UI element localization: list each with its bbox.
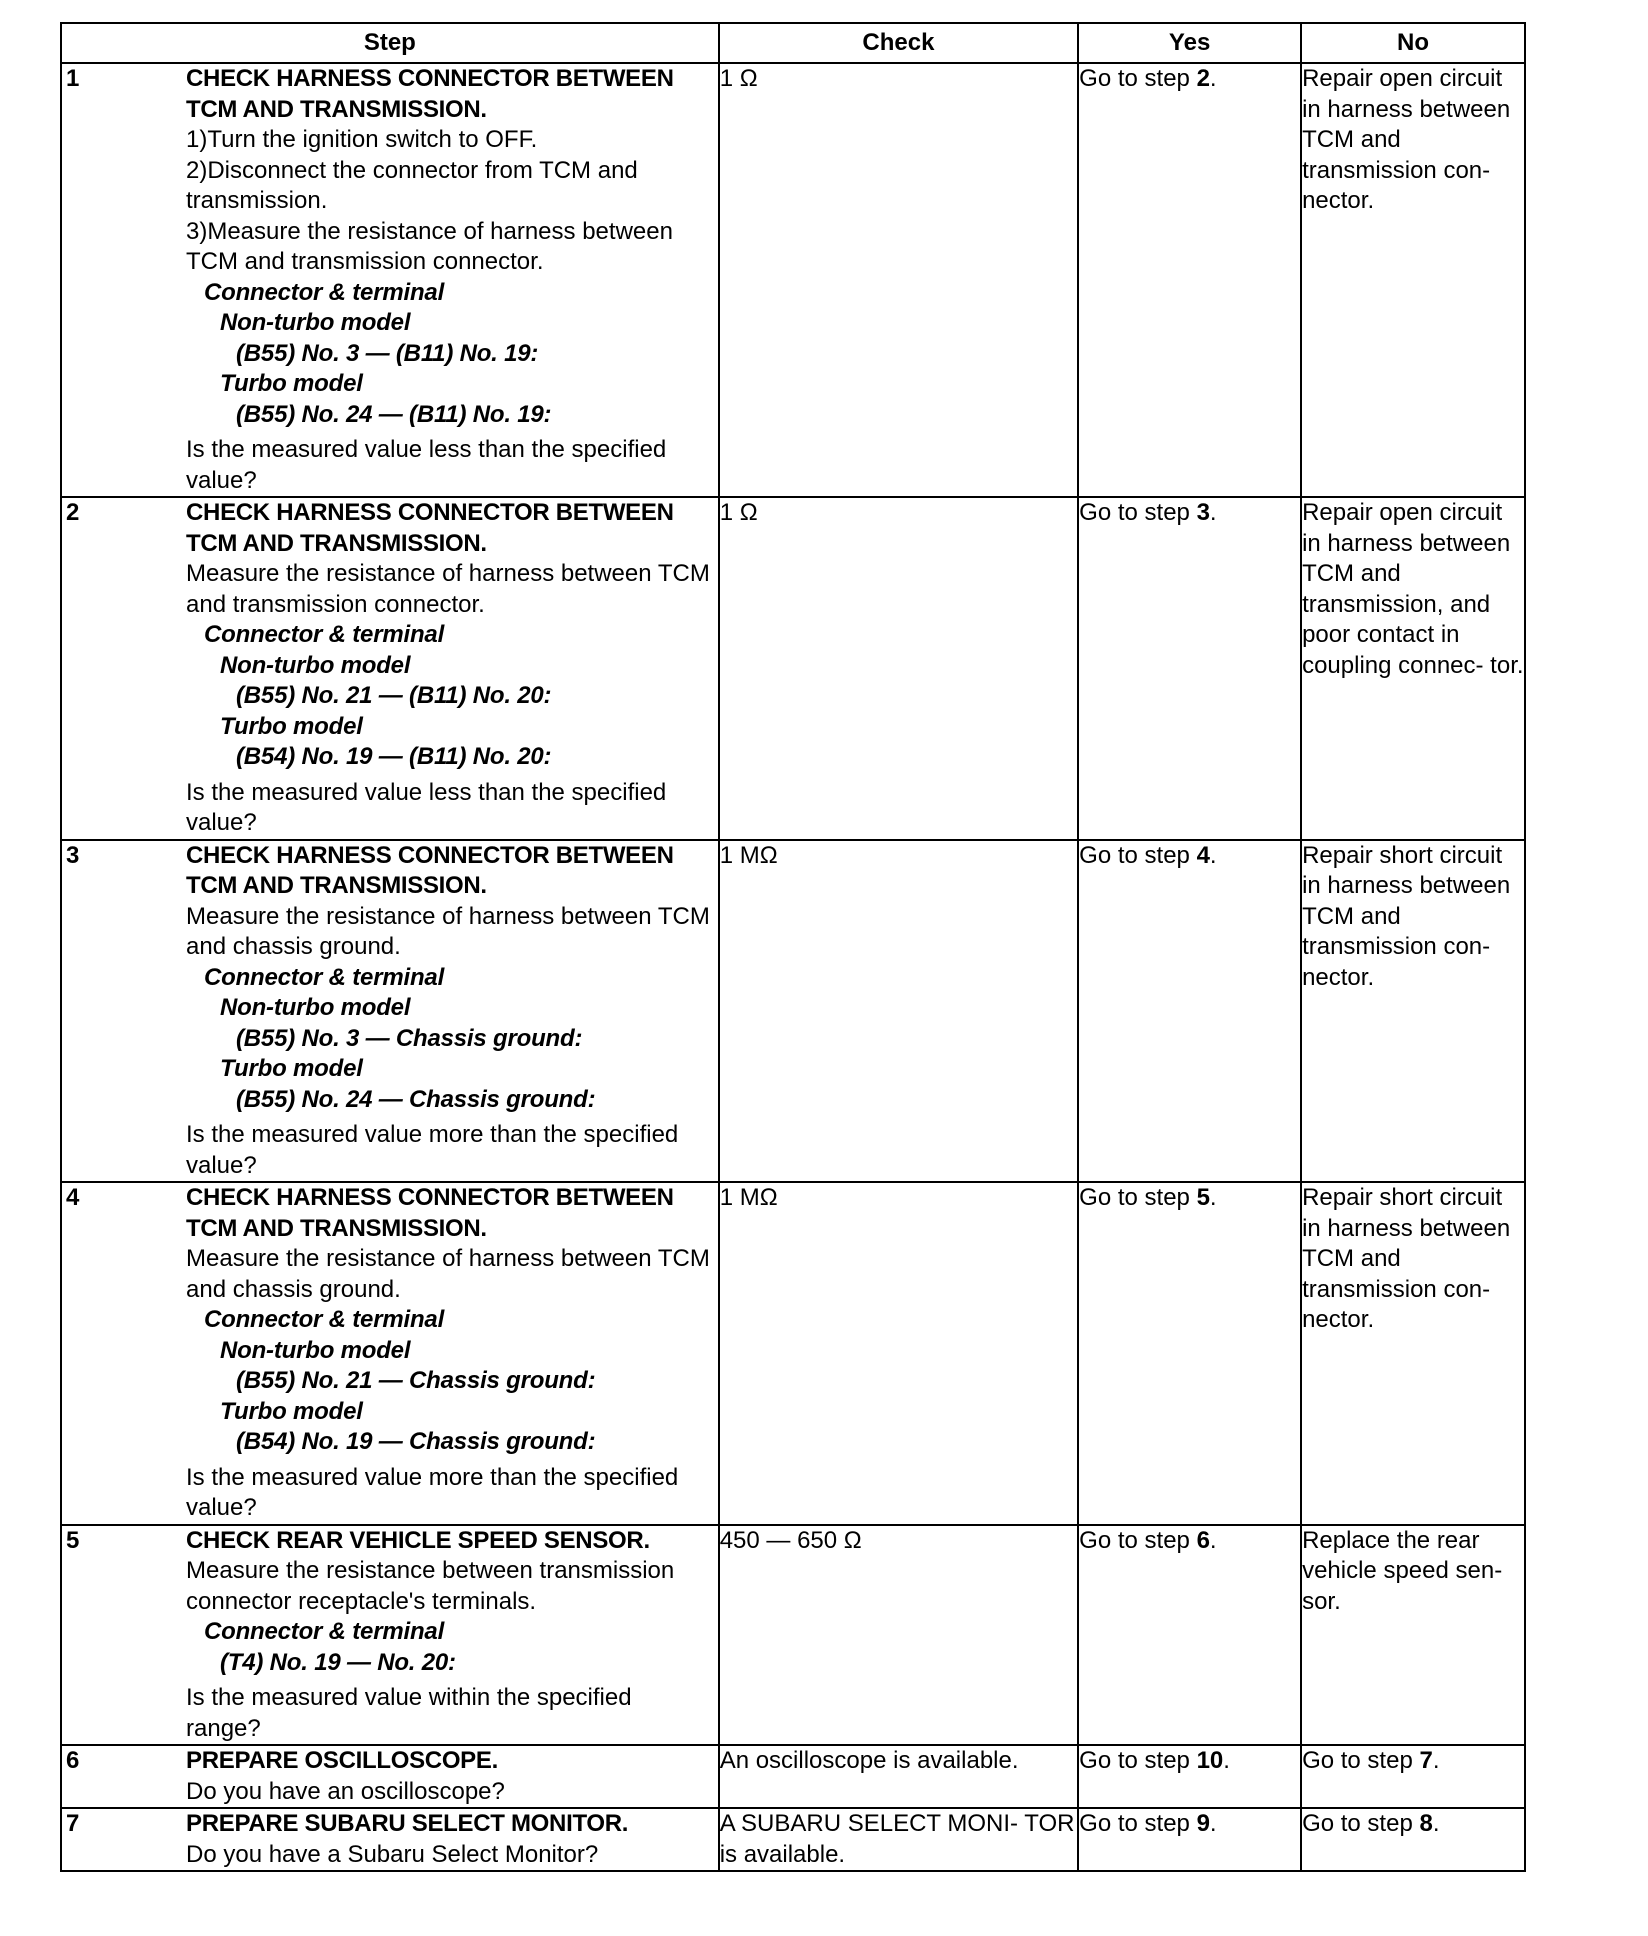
yes-suffix: . [1209, 1526, 1217, 1554]
no-text: Go to step [1302, 1810, 1420, 1837]
step-cell [61, 1808, 719, 1871]
connector-spec: Non-turbo model [220, 309, 411, 336]
step-cell [61, 840, 719, 1183]
step-body [186, 64, 718, 496]
header-no: No [1301, 23, 1525, 63]
connector-spec: Connector & terminal [204, 621, 445, 648]
step-number: 2 [66, 499, 80, 526]
yes-cell [1078, 1808, 1301, 1871]
table-row [61, 1745, 1525, 1808]
connector-spec: Turbo model [220, 370, 363, 397]
connector-spec: (B55) No. 3 — Chassis ground: [236, 1024, 583, 1052]
step-question: Is the measured value more than the specified value? [186, 1463, 679, 1521]
yes-step-number: 2 [1196, 65, 1210, 92]
step-instruction: Measure the resistance of harness between TCM and chassis ground. [186, 1245, 710, 1303]
no-cell: Repair open circuit in harness between TCM and transmission con- nector. [1301, 63, 1525, 497]
no-cell: Repair short circuit in harness between TCM and transmission con- nector. [1301, 840, 1525, 1183]
step-cell [61, 497, 719, 840]
step-question: Is the measured value more than the specified value? [186, 1121, 679, 1179]
yes-text: Go to step [1079, 499, 1197, 526]
yes-step-number: 10 [1196, 1747, 1224, 1774]
header-check: Check [719, 23, 1078, 63]
connector-spec: Turbo model [220, 712, 363, 740]
step-body [186, 498, 718, 839]
step-cell [61, 1745, 719, 1808]
yes-suffix: . [1209, 1184, 1217, 1211]
step-number: 1 [66, 65, 80, 92]
step-title: CHECK HARNESS CONNECTOR BETWEEN TCM AND TRANSMISSION. [186, 1184, 674, 1242]
yes-cell [1078, 1745, 1301, 1808]
table-row [61, 1525, 1525, 1746]
step-body [186, 1809, 718, 1870]
step-question: Is the measured value less than the specified value? [186, 778, 667, 836]
no-cell: Replace the rear vehicle speed sen- sor. [1301, 1525, 1525, 1746]
yes-suffix: . [1223, 1747, 1230, 1774]
step-title: CHECK HARNESS CONNECTOR BETWEEN TCM AND TRANSMISSION. [186, 499, 674, 557]
step-number: 7 [66, 1810, 80, 1837]
no-cell: Repair open circuit in harness between TCM and transmission, and poor contact in coupling connec- tor. [1301, 497, 1525, 840]
step-body [186, 841, 718, 1182]
step-title: PREPARE SUBARU SELECT MONITOR. [186, 1810, 629, 1837]
yes-suffix: . [1209, 499, 1217, 526]
step-number: 4 [66, 1184, 80, 1211]
step-question: Is the measured value within the specified range? [186, 1684, 632, 1742]
connector-spec: Turbo model [220, 1397, 363, 1425]
step-instruction: Measure the resistance of harness between TCM and chassis ground. [186, 902, 710, 960]
table-row [61, 1808, 1525, 1871]
step-instruction: Measure the resistance of harness between TCM and transmission connector. [186, 560, 710, 618]
check-cell: 1 MΩ [719, 1182, 1078, 1525]
connector-spec: (B54) No. 19 — (B11) No. 20: [236, 743, 552, 770]
table-row [61, 63, 1525, 497]
step-title: CHECK REAR VEHICLE SPEED SENSOR. [186, 1526, 650, 1554]
step-instruction: 1)Turn the ignition switch to OFF. [186, 126, 538, 153]
check-cell: A SUBARU SELECT MONI- TOR is available. [719, 1808, 1078, 1871]
yes-step-number: 9 [1196, 1810, 1210, 1837]
connector-spec: (B54) No. 19 — Chassis ground: [236, 1428, 596, 1455]
connector-spec: Connector & terminal [204, 278, 445, 306]
step-title: CHECK HARNESS CONNECTOR BETWEEN TCM AND TRANSMISSION. [186, 65, 674, 123]
step-body [186, 1526, 718, 1745]
no-step-number: 7 [1419, 1747, 1433, 1774]
table-row [61, 1182, 1525, 1525]
yes-cell [1078, 840, 1301, 1183]
step-body [186, 1183, 718, 1524]
yes-step-number: 3 [1196, 499, 1210, 526]
connector-spec: (B55) No. 24 — Chassis ground: [236, 1085, 596, 1113]
yes-suffix: . [1209, 65, 1217, 92]
check-cell: 1 MΩ [719, 840, 1078, 1183]
yes-step-number: 5 [1196, 1184, 1210, 1211]
step-cell [61, 1182, 719, 1525]
yes-suffix: . [1209, 841, 1217, 869]
yes-text: Go to step [1079, 1184, 1197, 1211]
connector-spec: (B55) No. 21 — Chassis ground: [236, 1367, 596, 1394]
step-title: CHECK HARNESS CONNECTOR BETWEEN TCM AND TRANSMISSION. [186, 841, 674, 899]
yes-text: Go to step [1079, 1526, 1197, 1554]
yes-suffix: . [1209, 1810, 1217, 1837]
no-text: Go to step [1302, 1747, 1420, 1774]
yes-step-number: 6 [1196, 1526, 1210, 1554]
no-suffix: . [1432, 1810, 1440, 1837]
step-question: Is the measured value less than the specified value? [186, 436, 667, 494]
connector-spec: Non-turbo model [220, 651, 411, 679]
no-suffix: . [1432, 1747, 1440, 1774]
header-yes: Yes [1078, 23, 1301, 63]
table-row [61, 840, 1525, 1183]
yes-text: Go to step [1079, 65, 1197, 92]
connector-spec: (T4) No. 19 — No. 20: [220, 1648, 456, 1676]
step-cell [61, 63, 719, 497]
yes-cell [1078, 63, 1301, 497]
connector-spec: Connector & terminal [204, 1618, 445, 1645]
connector-spec: (B55) No. 24 — (B11) No. 19: [236, 400, 552, 428]
step-instruction: 2)Disconnect the connector from TCM and transmission. [186, 156, 638, 214]
step-number: 3 [66, 841, 80, 869]
step-body [186, 1746, 718, 1807]
yes-cell [1078, 1525, 1301, 1746]
step-instruction: Do you have an oscilloscope? [186, 1777, 505, 1805]
step-title: PREPARE OSCILLOSCOPE. [186, 1747, 498, 1774]
check-cell: An oscilloscope is available. [719, 1745, 1078, 1808]
step-instruction: 3)Measure the resistance of harness between TCM and transmission connector. [186, 217, 673, 275]
check-cell: 1 Ω [719, 63, 1078, 497]
table-row [61, 497, 1525, 840]
connector-spec: Connector & terminal [204, 1306, 445, 1333]
step-cell [61, 1525, 719, 1746]
table-body [61, 63, 1525, 1871]
yes-text: Go to step [1079, 841, 1197, 869]
yes-step-number: 4 [1196, 841, 1210, 869]
header-step: Step [61, 23, 719, 63]
connector-spec: Non-turbo model [220, 1336, 411, 1364]
no-cell [1301, 1808, 1525, 1871]
yes-text: Go to step [1079, 1810, 1197, 1837]
no-cell: Repair short circuit in harness between TCM and transmission con- nector. [1301, 1182, 1525, 1525]
connector-spec: (B55) No. 21 — (B11) No. 20: [236, 682, 552, 709]
yes-cell [1078, 497, 1301, 840]
no-cell [1301, 1745, 1525, 1808]
diagnostic-procedure-table [60, 22, 1526, 1872]
connector-spec: (B55) No. 3 — (B11) No. 19: [236, 339, 539, 367]
header-row [61, 23, 1525, 63]
connector-spec: Non-turbo model [220, 994, 411, 1021]
yes-cell [1078, 1182, 1301, 1525]
step-number: 5 [66, 1526, 80, 1554]
step-number: 6 [66, 1747, 80, 1774]
yes-text: Go to step [1079, 1747, 1197, 1774]
check-cell: 450 — 650 Ω [719, 1525, 1078, 1746]
check-cell: 1 Ω [719, 497, 1078, 840]
step-instruction: Do you have a Subaru Select Monitor? [186, 1840, 599, 1868]
no-step-number: 8 [1419, 1810, 1433, 1837]
step-instruction: Measure the resistance between transmission connector receptacle's terminals. [186, 1557, 675, 1615]
connector-spec: Turbo model [220, 1055, 363, 1082]
connector-spec: Connector & terminal [204, 963, 445, 991]
